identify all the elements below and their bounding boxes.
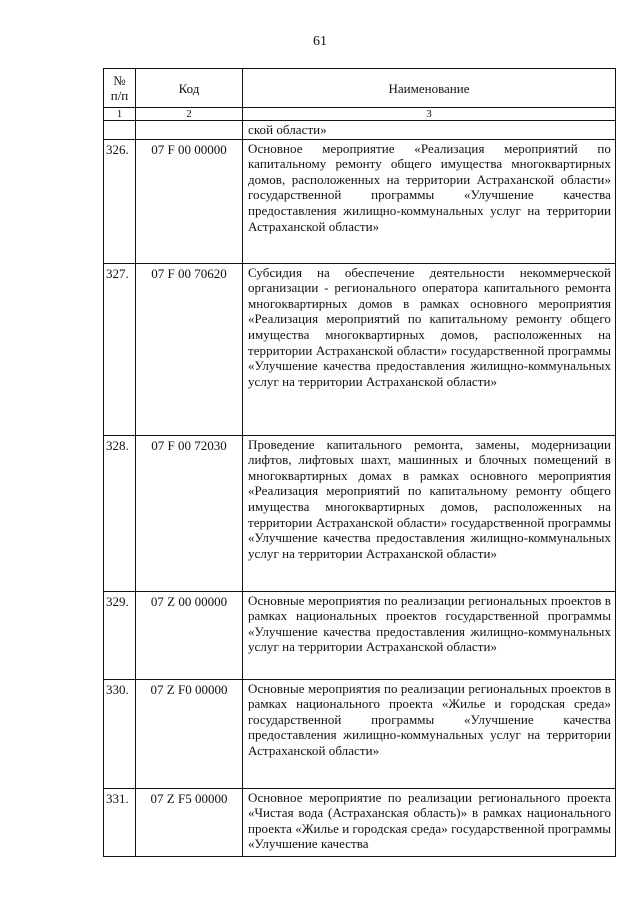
table-row bbox=[104, 139, 616, 263]
header-name: Наименование bbox=[243, 69, 616, 108]
table-row bbox=[104, 435, 616, 591]
row-code: 07 F 00 00000 bbox=[136, 139, 243, 263]
row-code: 07 F 00 72030 bbox=[136, 435, 243, 591]
column-index: 3 bbox=[243, 108, 616, 121]
row-name: Основное мероприятие по реализации регионального проекта «Чистая вода (Астраханская область)» в рамках национального проекта «Жилье и городская среда» государственной программы «Улучшение качества bbox=[243, 788, 616, 856]
row-number: 330. bbox=[104, 679, 136, 788]
header-code: Код bbox=[136, 69, 243, 108]
table-row bbox=[104, 263, 616, 435]
continuation-text: ской области» bbox=[243, 121, 616, 140]
row-name: Субсидия на обеспечение деятельности некоммерческой организации - регионального оператора капитального ремонта многоквартирных домов в рамках основного мероприятия «Реализация мероприятий по капитальному ремонту общего имущества многоквартирных домов, расположенных на территории Астраханской области» государственной программы «Улучшение качества предоставления жилищно-коммунальных услуг на территории Астраханской области» bbox=[243, 263, 616, 435]
table-header-row bbox=[104, 69, 616, 108]
table-row bbox=[104, 679, 616, 788]
row-code: 07 Z F0 00000 bbox=[136, 679, 243, 788]
row-number: 331. bbox=[104, 788, 136, 856]
row-name: Основные мероприятия по реализации региональных проектов в рамках национальных проектов государственной программы «Улучшение качества предоставления жилищно-коммунальных услуг на территории Астраханской области» bbox=[243, 591, 616, 679]
table-row bbox=[104, 591, 616, 679]
column-index: 2 bbox=[136, 108, 243, 121]
table-row bbox=[104, 788, 616, 856]
row-name: Основное мероприятие «Реализация мероприятий по капитальному ремонту общего имущества многоквартирных домов, расположенных на территории Астраханской области» государственной программы «Улучшение качества предоставления жилищно-коммунальных услуг на территории Астраханской области» bbox=[243, 139, 616, 263]
table-row bbox=[104, 121, 616, 140]
row-name: Основные мероприятия по реализации региональных проектов в рамках национального проекта «Жилье и городская среда» государственной программы «Улучшение качества предоставления жилищно-коммунальных услуг на территории Астраханской области» bbox=[243, 679, 616, 788]
row-code: 07 F 00 70620 bbox=[136, 263, 243, 435]
row-number: 327. bbox=[104, 263, 136, 435]
header-num: № п/п bbox=[104, 69, 136, 108]
row-number: 328. bbox=[104, 435, 136, 591]
row-name: Проведение капитального ремонта, замены, модернизации лифтов, лифтовых шахт, машинных и блочных помещений в многоквартирных домах в рамках основного мероприятия «Реализация мероприятий по капитальному ремонту общего имущества многоквартирных домов, расположенных на территории Астраханской области» государственной программы «Улучшение качества предоставления жилищно-коммунальных услуг на территории Астраханской области» bbox=[243, 435, 616, 591]
row-number: 326. bbox=[104, 139, 136, 263]
page-number: 61 bbox=[313, 34, 327, 49]
row-code: 07 Z F5 00000 bbox=[136, 788, 243, 856]
row-number: 329. bbox=[104, 591, 136, 679]
classification-table bbox=[103, 68, 616, 857]
column-index-row bbox=[104, 108, 616, 121]
column-index: 1 bbox=[104, 108, 136, 121]
row-code: 07 Z 00 00000 bbox=[136, 591, 243, 679]
